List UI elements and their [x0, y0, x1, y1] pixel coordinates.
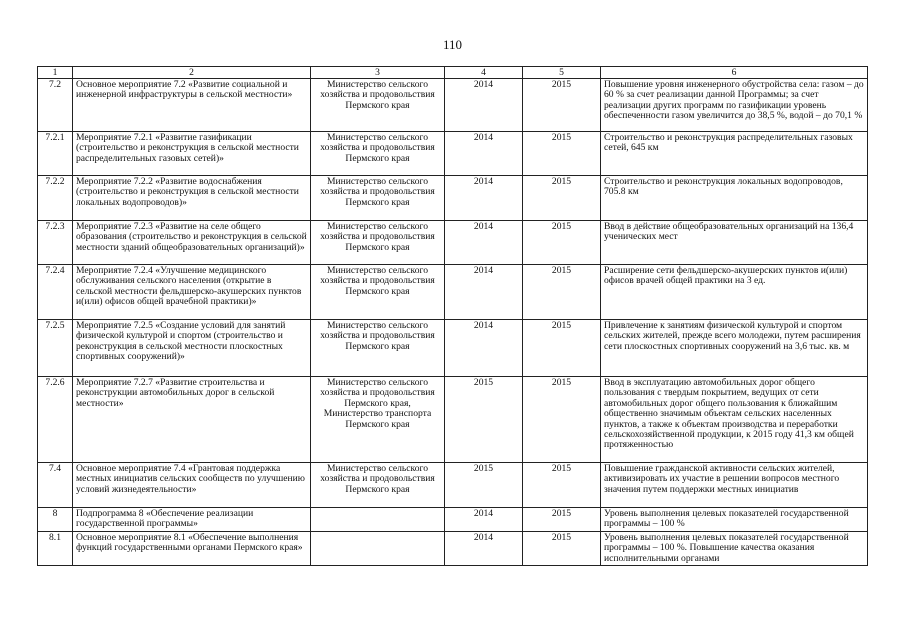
table-row — [38, 79, 868, 132]
measure-name: Мероприятие 7.2.4 «Улучшение медицинского обслуживания сельского населения (открытие в сельской местности фельдшерско-акушерских пунктов и(или) офисов общей врачебной практики)» — [73, 265, 311, 320]
expected-result: Уровень выполнения целевых показателей государственной программы – 100 %. Повышение качества оказания исполнительными органами — [601, 532, 868, 566]
responsible-executor — [311, 508, 445, 532]
expected-result: Ввод в действие общеобразовательных организаций на 136,4 ученических мест — [601, 221, 868, 265]
start-year: 2014 — [445, 532, 523, 566]
end-year: 2015 — [523, 463, 601, 508]
responsible-executor — [311, 532, 445, 566]
end-year: 2015 — [523, 132, 601, 176]
row-number: 7.2 — [38, 79, 73, 132]
responsible-executor: Министерство сельского хозяйства и продовольствия Пермского края — [311, 176, 445, 221]
end-year: 2015 — [523, 265, 601, 320]
measure-name: Мероприятие 7.2.7 «Развитие строительства и реконструкции автомобильных дорог в сельской местности» — [73, 377, 311, 463]
program-measures-table — [37, 66, 868, 566]
column-header: 2 — [73, 67, 311, 79]
start-year: 2014 — [445, 265, 523, 320]
table-row — [38, 132, 868, 176]
measure-name: Мероприятие 7.2.2 «Развитие водоснабжения (строительство и реконструкция в сельской местности локальных водопроводов)» — [73, 176, 311, 221]
expected-result: Повышение гражданской активности сельских жителей, активизировать их участие в решении вопросов местного значения путем поддержки местных инициатив — [601, 463, 868, 508]
column-header: 1 — [38, 67, 73, 79]
table-row — [38, 320, 868, 377]
end-year: 2015 — [523, 532, 601, 566]
row-number: 7.2.6 — [38, 377, 73, 463]
table-row — [38, 508, 868, 532]
column-header: 4 — [445, 67, 523, 79]
measure-name: Основное мероприятие 7.4 «Грантовая поддержка местных инициатив сельских сообществ по улучшению условий жизнедеятельности» — [73, 463, 311, 508]
measure-name: Основное мероприятие 7.2 «Развитие социальной и инженерной инфраструктуры в сельской местности» — [73, 79, 311, 132]
table-row — [38, 221, 868, 265]
row-number: 7.2.1 — [38, 132, 73, 176]
column-header: 5 — [523, 67, 601, 79]
page-number: 110 — [442, 37, 463, 52]
responsible-executor: Министерство сельского хозяйства и продовольствия Пермского края — [311, 463, 445, 508]
expected-result: Привлечение к занятиям физической культурой и спортом сельских жителей, прежде всего молодежи, путем расширения сети плоскостных спортивных сооружений на 3,6 тыс. кв. м — [601, 320, 868, 377]
end-year: 2015 — [523, 221, 601, 265]
end-year: 2015 — [523, 320, 601, 377]
end-year: 2015 — [523, 508, 601, 532]
start-year: 2014 — [445, 176, 523, 221]
row-number: 7.4 — [38, 463, 73, 508]
row-number: 8 — [38, 508, 73, 532]
row-number: 7.2.3 — [38, 221, 73, 265]
end-year: 2015 — [523, 79, 601, 132]
row-number: 7.2.5 — [38, 320, 73, 377]
row-number: 7.2.2 — [38, 176, 73, 221]
measure-name: Подпрограмма 8 «Обеспечение реализации государственной программы» — [73, 508, 311, 532]
responsible-executor: Министерство сельского хозяйства и продовольствия Пермского края — [311, 132, 445, 176]
table-row — [38, 176, 868, 221]
expected-result: Строительство и реконструкция локальных водопроводов, 705.8 км — [601, 176, 868, 221]
column-header: 6 — [601, 67, 868, 79]
table-row — [38, 265, 868, 320]
responsible-executor: Министерство сельского хозяйства и продовольствия Пермского края — [311, 320, 445, 377]
expected-result: Строительство и реконструкция распределительных газовых сетей, 645 км — [601, 132, 868, 176]
expected-result: Повышение уровня инженерного обустройства села: газом – до 60 % за счет реализации данной Программы; за счет реализации других программ по газификации уровень обеспеченности газом увеличится до 38,5 %, водой – до 70,1 % — [601, 79, 868, 132]
start-year: 2014 — [445, 79, 523, 132]
responsible-executor: Министерство сельского хозяйства и продовольствия Пермского края — [311, 221, 445, 265]
end-year: 2015 — [523, 176, 601, 221]
measure-name: Мероприятие 7.2.1 «Развитие газификации (строительство и реконструкция в сельской местности распределительных газовых сетей)» — [73, 132, 311, 176]
responsible-executor: Министерство сельского хозяйства и продовольствия Пермского края, Министерство транспорта Пермского края — [311, 377, 445, 463]
start-year: 2015 — [445, 463, 523, 508]
measure-name: Основное мероприятие 8.1 «Обеспечение выполнения функций государственными органами Пермского края» — [73, 532, 311, 566]
measure-name: Мероприятие 7.2.5 «Создание условий для занятий физической культурой и спортом (строительство и реконструкция в сельской местности плоскостных спортивных сооружений)» — [73, 320, 311, 377]
start-year: 2015 — [445, 377, 523, 463]
table-header-row — [38, 67, 868, 79]
column-header: 3 — [311, 67, 445, 79]
table-row — [38, 532, 868, 566]
expected-result: Расширение сети фельдшерско-акушерских пунктов и(или) офисов врачей общей практики на 3 ед. — [601, 265, 868, 320]
measure-name: Мероприятие 7.2.3 «Развитие на селе общего образования (строительство и реконструкция в сельской местности зданий общеобразовательных организаций)» — [73, 221, 311, 265]
row-number: 7.2.4 — [38, 265, 73, 320]
end-year: 2015 — [523, 377, 601, 463]
start-year: 2014 — [445, 508, 523, 532]
responsible-executor: Министерство сельского хозяйства и продовольствия Пермского края — [311, 265, 445, 320]
table-row — [38, 377, 868, 463]
expected-result: Уровень выполнения целевых показателей государственной программы – 100 % — [601, 508, 868, 532]
start-year: 2014 — [445, 221, 523, 265]
responsible-executor: Министерство сельского хозяйства и продовольствия Пермского края — [311, 79, 445, 132]
start-year: 2014 — [445, 320, 523, 377]
table-row — [38, 463, 868, 508]
row-number: 8.1 — [38, 532, 73, 566]
start-year: 2014 — [445, 132, 523, 176]
expected-result: Ввод в эксплуатацию автомобильных дорог общего пользования с твердым покрытием, ведущих от сети автомобильных дорог общего пользования к ближайшим общественно значимым объектам сельских населенных пунктов, а также к объектам производства и переработки сельскохозяйственной продукции, к 2015 году 41,3 км общей протяженностью — [601, 377, 868, 463]
